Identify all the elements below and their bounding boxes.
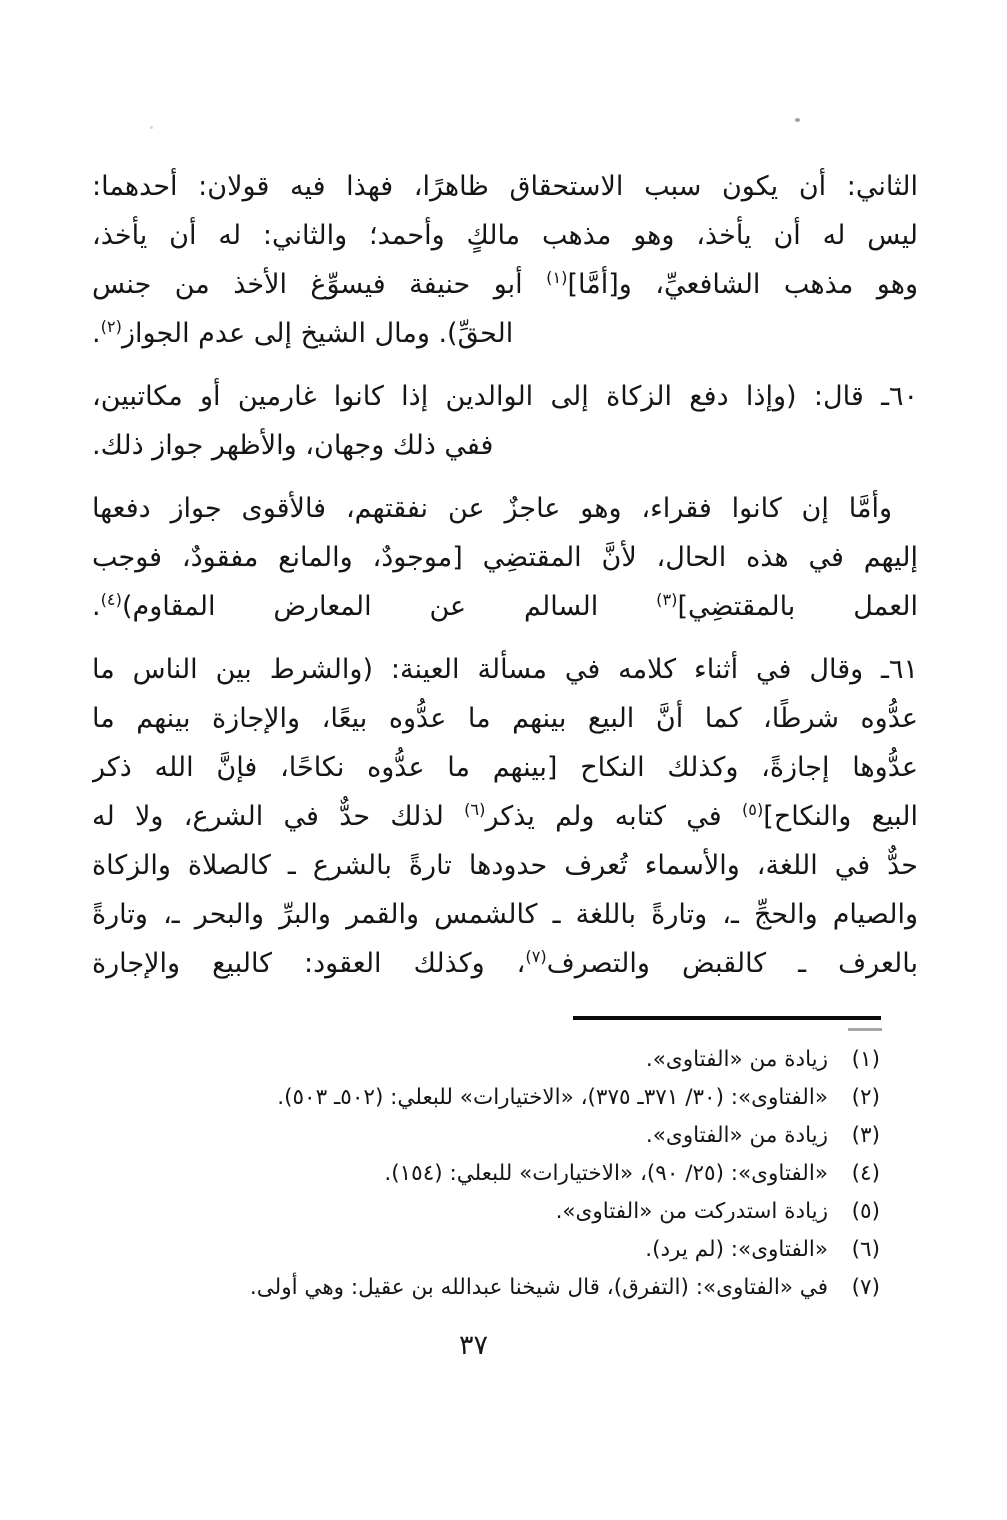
text-line: عدُّوها إجازةً، وكذلك النكاح [بينهم ما عدُّوه نكاحًا، فإنَّ الله ذكر	[92, 752, 918, 783]
footnote-number: (٦)	[851, 1237, 880, 1262]
main-text-block	[92, 162, 918, 1002]
footnote-marker: (٣)	[656, 590, 678, 609]
footnote-text: في «الفتاوى»: (التفرق)، قال شيخنا عبدالله بن عقيل: وهي أولى.	[249, 1275, 828, 1300]
paragraph-amma	[92, 484, 918, 631]
footnote-text: زيادة من «الفتاوى».	[645, 1047, 828, 1072]
paragraph-section-61	[92, 645, 918, 988]
footnote-marker: (٤)	[100, 590, 122, 609]
text-line: ففي ذلك وجهان، والأظهر جواز ذلك.	[92, 430, 494, 461]
footnote-item	[95, 1269, 880, 1307]
footnote-text: «الفتاوى»: (لم يرد).	[645, 1237, 828, 1262]
scan-artifact	[848, 1028, 882, 1031]
footnote-number: (٤)	[851, 1161, 880, 1186]
footnote-number: (٧)	[851, 1275, 880, 1300]
text-line: ٦١ـ وقال في أثناء كلامه في مسألة العينة: (والشرط بين الناس ما	[92, 654, 918, 685]
footnote-separator	[573, 1016, 881, 1020]
text-line: الحقِّ). ومال الشيخ إلى عدم الجواز$^{(٢)}$.	[92, 317, 514, 349]
footnote-number: (٣)	[851, 1123, 880, 1148]
text-line: وأمَّا إن كانوا فقراء، وهو عاجزٌ عن نفقتهم، فالأقوى جواز دفعها	[92, 493, 892, 524]
footnote-text: «الفتاوى»: (٢٥/ ٩٠)، «الاختيارات» للبعلي: (١٥٤).	[384, 1161, 828, 1186]
page-number: ٣٧	[458, 1330, 488, 1361]
text-line: بالعرف ـ كالقبض والتصرف$^{(٧)}$، وكذلك العقود: كالبيع والإجارة	[92, 947, 918, 979]
footnote-text: زيادة من «الفتاوى».	[645, 1123, 828, 1148]
text-line: البيع والنكاح]$^{(٥)}$ في كتابه ولم يذكر$^{(٦)}$ لذلك حدٌّ في الشرع، ولا له	[92, 800, 918, 832]
footnote-item	[95, 1041, 880, 1079]
footnote-number: (٥)	[851, 1199, 880, 1224]
footnote-text: زيادة استدركت من «الفتاوى».	[555, 1199, 828, 1224]
scan-artifact	[150, 126, 153, 129]
text-line: عدُّوه شرطًا، كما أنَّ البيع بينهم ما عدُّوه بيعًا، والإجازة بينهم ما	[92, 703, 918, 734]
paragraph-section-60	[92, 372, 918, 470]
footnote-item	[95, 1117, 880, 1155]
text-line: حدٌّ في اللغة، والأسماء تُعرف حدودها تارةً بالشرع ـ كالصلاة والزكاة	[92, 850, 918, 881]
footnote-item	[95, 1155, 880, 1193]
text-line: ٦٠ـ قال: (وإذا دفع الزكاة إلى الوالدين إذا كانوا غارمين أو مكاتبين،	[92, 381, 918, 412]
text-line: ليس له أن يأخذ، وهو مذهب مالكٍ وأحمد؛ والثاني: له أن يأخذ،	[92, 220, 918, 251]
text-line: العمل بالمقتضِي]$^{(٣)}$ السالم عن المعارض المقاوم)$^{(٤)}$.	[92, 590, 918, 622]
text-line: وهو مذهب الشافعيِّ، و[أمَّا]$^{(١)}$ أبو حنيفة فيسوِّغ الأخذ من جنس	[92, 268, 918, 300]
footnote-marker: (١)	[546, 268, 568, 287]
paragraph-continuation	[92, 162, 918, 358]
footnote-text: «الفتاوى»: (٣٠/ ٣٧١ـ ٣٧٥)، «الاختيارات» للبعلي: (٥٠٢ـ ٥٠٣).	[277, 1085, 828, 1110]
footnote-marker: (٥)	[741, 800, 764, 819]
scan-artifact	[795, 118, 800, 122]
text-line: والصيام والحجِّ ـ، وتارةً باللغة ـ كالشمس والقمر والبرِّ والبحر ـ، وتارةً	[92, 899, 918, 930]
text-line: إليهم في هذه الحال، لأنَّ المقتضِي [موجودٌ، والمانع مفقودٌ، فوجب	[92, 542, 918, 573]
footnote-marker: (٦)	[464, 800, 486, 819]
footnote-marker: (٧)	[525, 947, 547, 966]
footnotes-block	[95, 1041, 880, 1307]
footnote-item	[95, 1231, 880, 1269]
footnote-marker: (٢)	[100, 317, 122, 336]
footnote-item	[95, 1079, 880, 1117]
footnote-item	[95, 1193, 880, 1231]
footnote-number: (١)	[851, 1047, 880, 1072]
text-line: الثاني: أن يكون سبب الاستحقاق ظاهرًا، فهذا فيه قولان: أحدهما:	[92, 171, 918, 202]
footnote-number: (٢)	[851, 1085, 880, 1110]
